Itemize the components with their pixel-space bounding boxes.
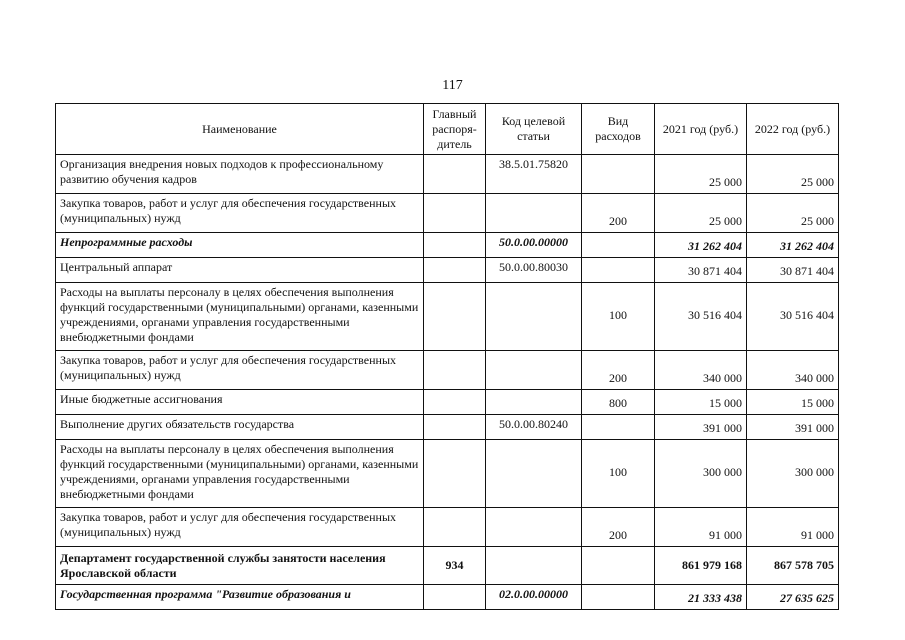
row-amount-2022: 27 635 625 — [747, 585, 839, 610]
row-amount-2022: 15 000 — [747, 390, 839, 415]
table-row — [56, 194, 839, 233]
table-row — [56, 390, 839, 415]
row-amount-2021: 30 516 404 — [655, 283, 747, 351]
row-amount-2021: 300 000 — [655, 440, 747, 508]
header-main-manager: Главный распоря-дитель — [424, 104, 486, 155]
row-name: Закупка товаров, работ и услуг для обеспечения государственных (муниципальных) нужд — [56, 194, 424, 233]
row-amount-2022: 300 000 — [747, 440, 839, 508]
row-expense-type — [582, 415, 655, 440]
row-expense-type: 100 — [582, 283, 655, 351]
row-amount-2021: 340 000 — [655, 351, 747, 390]
budget-table — [55, 103, 839, 610]
row-target-code: 50.0.00.80240 — [486, 415, 582, 440]
row-amount-2022: 30 871 404 — [747, 258, 839, 283]
row-amount-2022: 25 000 — [747, 155, 839, 194]
row-target-code: 02.0.00.00000 — [486, 585, 582, 610]
row-expense-type: 200 — [582, 508, 655, 547]
header-name: Наименование — [56, 104, 424, 155]
table-row — [56, 351, 839, 390]
table-header-row — [56, 104, 839, 155]
row-amount-2022: 31 262 404 — [747, 233, 839, 258]
row-name: Государственная программа "Развитие образования и — [56, 585, 424, 610]
row-target-code — [486, 390, 582, 415]
row-expense-type — [582, 547, 655, 585]
row-amount-2022: 30 516 404 — [747, 283, 839, 351]
row-expense-type — [582, 155, 655, 194]
row-main-manager — [424, 390, 486, 415]
row-name: Выполнение других обязательств государства — [56, 415, 424, 440]
row-amount-2022: 25 000 — [747, 194, 839, 233]
row-expense-type — [582, 585, 655, 610]
row-main-manager — [424, 155, 486, 194]
row-amount-2022: 867 578 705 — [747, 547, 839, 585]
row-target-code: 50.0.00.00000 — [486, 233, 582, 258]
row-amount-2022: 391 000 — [747, 415, 839, 440]
row-main-manager — [424, 258, 486, 283]
row-amount-2021: 391 000 — [655, 415, 747, 440]
row-amount-2021: 91 000 — [655, 508, 747, 547]
row-main-manager — [424, 194, 486, 233]
row-main-manager: 934 — [424, 547, 486, 585]
row-expense-type: 200 — [582, 194, 655, 233]
row-name: Расходы на выплаты персоналу в целях обеспечения выполнения функций государственными (муниципальными) органами, казенными учреждениями, органами управления государственными внебюджетными фондами — [56, 440, 424, 508]
header-expense-type: Вид расходов — [582, 104, 655, 155]
table-row — [56, 258, 839, 283]
row-name: Центральный аппарат — [56, 258, 424, 283]
row-target-code — [486, 440, 582, 508]
row-amount-2021: 15 000 — [655, 390, 747, 415]
table-row — [56, 283, 839, 351]
row-main-manager — [424, 233, 486, 258]
row-target-code — [486, 508, 582, 547]
header-target-code: Код целевой статьи — [486, 104, 582, 155]
header-year-2022: 2022 год (руб.) — [747, 104, 839, 155]
row-target-code: 38.5.01.75820 — [486, 155, 582, 194]
table-row — [56, 585, 839, 610]
page-number: 117 — [442, 78, 463, 93]
row-main-manager — [424, 283, 486, 351]
row-main-manager — [424, 351, 486, 390]
row-amount-2021: 31 262 404 — [655, 233, 747, 258]
row-main-manager — [424, 440, 486, 508]
row-target-code — [486, 194, 582, 233]
row-amount-2021: 25 000 — [655, 155, 747, 194]
row-name: Закупка товаров, работ и услуг для обеспечения государственных (муниципальных) нужд — [56, 351, 424, 390]
table-row — [56, 233, 839, 258]
row-expense-type: 100 — [582, 440, 655, 508]
row-expense-type: 800 — [582, 390, 655, 415]
table-row — [56, 547, 839, 585]
row-amount-2022: 91 000 — [747, 508, 839, 547]
row-name: Иные бюджетные ассигнования — [56, 390, 424, 415]
row-amount-2021: 21 333 438 — [655, 585, 747, 610]
row-amount-2022: 340 000 — [747, 351, 839, 390]
row-amount-2021: 25 000 — [655, 194, 747, 233]
row-main-manager — [424, 508, 486, 547]
row-expense-type — [582, 233, 655, 258]
row-target-code — [486, 547, 582, 585]
row-amount-2021: 861 979 168 — [655, 547, 747, 585]
row-amount-2021: 30 871 404 — [655, 258, 747, 283]
row-name: Департамент государственной службы занятости населения Ярославской области — [56, 547, 424, 585]
header-year-2021: 2021 год (руб.) — [655, 104, 747, 155]
table-row — [56, 415, 839, 440]
row-target-code: 50.0.00.80030 — [486, 258, 582, 283]
row-main-manager — [424, 415, 486, 440]
table-row — [56, 155, 839, 194]
row-target-code — [486, 351, 582, 390]
row-main-manager — [424, 585, 486, 610]
table-row — [56, 508, 839, 547]
row-name: Непрограммные расходы — [56, 233, 424, 258]
row-expense-type — [582, 258, 655, 283]
row-expense-type: 200 — [582, 351, 655, 390]
row-target-code — [486, 283, 582, 351]
row-name: Расходы на выплаты персоналу в целях обеспечения выполнения функций государственными (муниципальными) органами, казенными учреждениями, органами управления государственными внебюджетными фондами — [56, 283, 424, 351]
row-name: Организация внедрения новых подходов к профессиональному развитию обучения кадров — [56, 155, 424, 194]
table-row — [56, 440, 839, 508]
row-name: Закупка товаров, работ и услуг для обеспечения государственных (муниципальных) нужд — [56, 508, 424, 547]
